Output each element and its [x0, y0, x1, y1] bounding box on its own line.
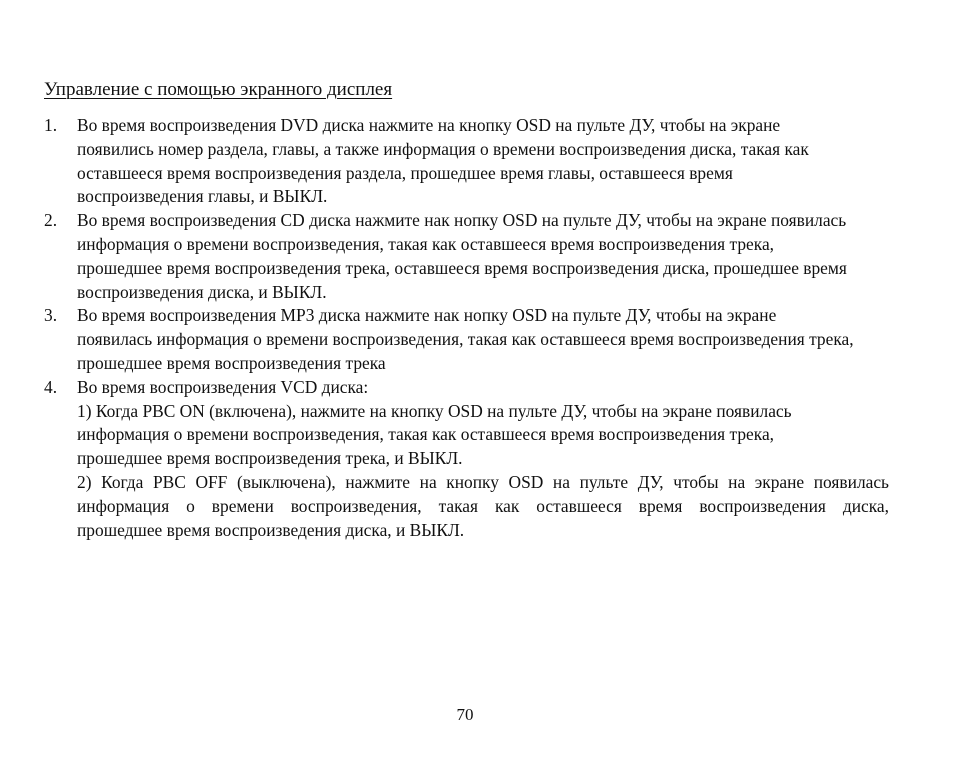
list-item	[44, 376, 889, 543]
instruction-list	[44, 114, 889, 542]
list-item-text	[77, 376, 889, 543]
text-line: появились номер раздела, главы, а также информация о времени воспроизведения диска, такая как	[77, 138, 809, 159]
text-line: Во время воспроизведения VCD диска:	[77, 376, 369, 397]
list-item	[44, 304, 889, 375]
text-line: информация о времени воспроизведения, такая как оставшееся время воспроизведения трека,	[77, 233, 775, 254]
list-item-text	[77, 114, 889, 209]
text-line: Во время воспроизведения MP3 диска нажмите нак нопку OSD на пульте ДУ, чтобы на экране	[77, 305, 777, 326]
text-line: Во время воспроизведения DVD диска нажмите на кнопку OSD на пульте ДУ, чтобы на экране	[77, 115, 781, 135]
text-line: воспроизведения диска, и ВЫКЛ.	[77, 281, 327, 302]
list-item-text	[77, 209, 889, 304]
list-item-text	[77, 304, 889, 375]
text-line: 2) Когда PBC OFF (выключена), нажмите на кнопку OSD на пульте ДУ, чтобы на экране появилась	[77, 471, 889, 492]
sub-item-pbc-on	[77, 400, 889, 471]
list-item-number: 1.	[44, 115, 58, 135]
page-number: 70	[456, 705, 474, 724]
page-title: Управление с помощью экранного дисплея	[44, 79, 393, 100]
list-item-number: 2.	[44, 210, 58, 231]
text-line: 1) Когда PBC ON (включена), нажмите на кнопку OSD на пульте ДУ, чтобы на экране появилась	[77, 400, 792, 421]
sub-item-pbc-off	[77, 471, 889, 542]
text-line: прошедшее время воспроизведения трека	[77, 352, 386, 373]
list-item	[44, 114, 889, 209]
list-item-number: 3.	[44, 305, 58, 326]
text-line: прошедшее время воспроизведения диска, и ВЫКЛ.	[77, 519, 465, 540]
list-item-number: 4.	[44, 376, 58, 397]
text-line: воспроизведения главы, и ВЫКЛ.	[77, 186, 328, 207]
text-line: появилась информация о времени воспроизведения, такая как оставшееся время воспроизведения трека,	[77, 329, 854, 350]
text-line: прошедшее время воспроизведения трека, и ВЫКЛ.	[77, 448, 463, 469]
text-line: Во время воспроизведения CD диска нажмите нак нопку OSD на пульте ДУ, чтобы на экране появилась	[77, 210, 847, 231]
list-item	[44, 209, 889, 304]
text-line: оставшееся время воспроизведения раздела, прошедшее время главы, оставшееся время	[77, 162, 733, 183]
text-line: информация о времени воспроизведения, такая как оставшееся время воспроизведения диска,	[77, 495, 889, 516]
text-line: прошедшее время воспроизведения трека, оставшееся время воспроизведения диска, прошедшее время	[77, 257, 847, 278]
text-line: информация о времени воспроизведения, такая как оставшееся время воспроизведения трека,	[77, 424, 775, 445]
